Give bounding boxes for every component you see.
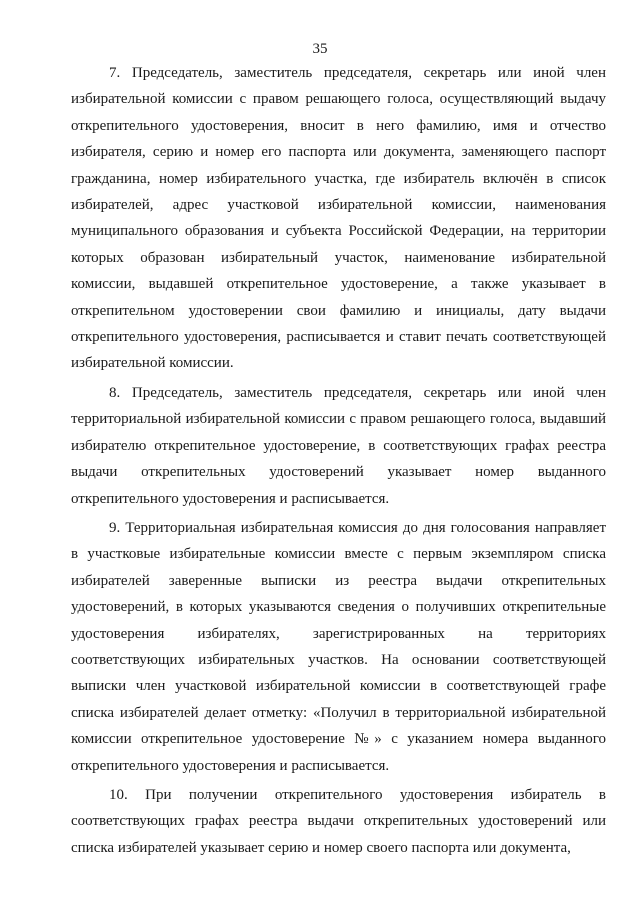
paragraph-8-line-1: 8. Председатель, заместитель председателя, секретарь или иной член (109, 384, 606, 401)
paragraph-9-line-6: соответствующих избирательных участков. На основании соответствующей (71, 651, 606, 668)
paragraph-10-line-3: списка избирателей указывает серию и номер своего паспорта или документа, (71, 839, 571, 856)
paragraph-9-line-1: 9. Территориальная избирательная комиссия до дня голосования направляет (109, 519, 606, 536)
paragraph-9-line-7: выписки член участковой избирательной комиссии в соответствующей графе (71, 678, 606, 695)
page-number: 35 (312, 41, 328, 57)
paragraph-7-line-7: муниципального образования и субъекта Российской Федерации, на территории (71, 223, 606, 240)
paragraph-7-line-8: которых образован избирательный участок, наименование избирательной (71, 249, 606, 266)
paragraph-7-line-1: 7. Председатель, заместитель председателя, секретарь или иной член (109, 65, 606, 81)
paragraph-8-line-5: открепительного удостоверения и расписывается. (71, 490, 390, 507)
paragraph-7-line-4: избирателя, серию и номер его паспорта или документа, заменяющего паспорт (71, 144, 606, 161)
paragraph-7-line-5: гражданина, номер избирательного участка, где избиратель включён в список (71, 170, 606, 187)
paragraph-7-line-6: избирателей, адрес участковой избирательной комиссии, наименования (71, 197, 606, 214)
paragraph-8-line-3: выдавший избирателю открепительное удостоверение, в соответствующих графах (71, 411, 606, 454)
paragraph-7-line-9: комиссии, выдавшей открепительное удостоверение, а также указывает в (71, 276, 606, 293)
paragraph-9-line-2: в участковые избирательные комиссии вместе с первым экземпляром списка (71, 546, 606, 563)
paragraph-10-line-1: 10. При получении открепительного удостоверения избиратель в (109, 786, 606, 803)
paragraph-7-line-12: избирательной комиссии. (71, 355, 234, 372)
paragraph-7-line-10: открепительном удостоверении свои фамилию и инициалы, дату выдачи (71, 302, 606, 319)
paragraph-9 (71, 515, 606, 779)
paragraph-9-line-3: избирателей заверенные выписки из реестра выдачи открепительных (71, 572, 606, 589)
paragraph-7-line-2: избирательной комиссии с правом решающего голоса, осуществляющий выдачу (71, 91, 606, 108)
paragraph-8 (71, 380, 606, 512)
paragraph-9-line-10: открепительного удостоверения и расписывается. (71, 757, 390, 774)
paragraph-7-line-3: открепительного удостоверения, вносит в него фамилию, имя и отчество (71, 117, 606, 134)
document-body (71, 60, 606, 861)
paragraph-7 (71, 60, 606, 377)
paragraph-9-line-4: удостоверений, в которых указываются сведения о получивших открепительные (71, 599, 606, 616)
paragraph-9-line-9: комиссии открепительное удостоверение №» с указанием номера выданного (71, 731, 606, 748)
paragraph-9-line-5: удостоверения избирателях, зарегистрированных на территориях (71, 625, 606, 642)
paragraph-8-line-2: территориальной избирательной комиссии с правом решающего голоса, (71, 411, 536, 428)
paragraph-8-line-4: реестра выдачи открепительных удостоверений указывает номер выданного (71, 437, 607, 481)
paragraph-9-line-8: списка избирателей делает отметку: «Получил в территориальной избирательной (71, 704, 606, 721)
paragraph-10-line-2: соответствующих графах реестра выдачи открепительных удостоверений или (71, 813, 606, 830)
paragraph-10 (71, 782, 606, 861)
paragraph-7-line-11: открепительного удостоверения, расписывается и ставит печать соответствующей (71, 329, 606, 346)
